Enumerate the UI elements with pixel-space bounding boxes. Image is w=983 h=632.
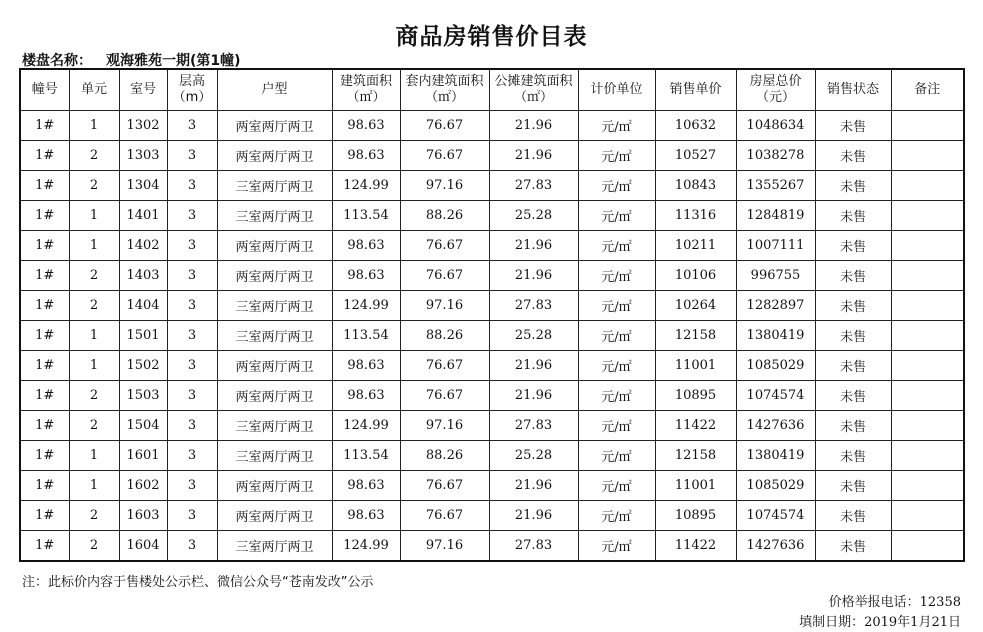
inner-area-cell: 97.16 (400, 291, 489, 321)
pricing-unit-cell: 元/㎡ (578, 201, 655, 231)
gross-area-cell: 124.99 (332, 291, 400, 321)
building-no-cell: 1# (20, 171, 69, 201)
total-price-cell: 1085029 (736, 351, 815, 381)
sale-status-cell: 未售 (815, 501, 891, 531)
layout-cell: 两室两厅两卫 (217, 501, 332, 531)
room-no-cell: 1603 (119, 501, 167, 531)
unit-price-cell: 12158 (655, 321, 736, 351)
column-header: 房屋总价（元） (736, 69, 815, 111)
pricing-unit-cell: 元/㎡ (578, 501, 655, 531)
room-no-cell: 1303 (119, 141, 167, 171)
pricing-unit-cell: 元/㎡ (578, 291, 655, 321)
inner-area-cell: 88.26 (400, 201, 489, 231)
unit-cell: 1 (69, 441, 119, 471)
column-header: 备注 (891, 69, 964, 111)
total-price-cell: 1355267 (736, 171, 815, 201)
floor-height-cell: 3 (167, 231, 217, 261)
room-no-cell: 1302 (119, 111, 167, 141)
layout-cell: 两室两厅两卫 (217, 261, 332, 291)
gross-area-cell: 124.99 (332, 531, 400, 562)
table-row (20, 111, 964, 141)
shared-area-cell: 21.96 (489, 351, 578, 381)
layout-cell: 两室两厅两卫 (217, 231, 332, 261)
room-no-cell: 1404 (119, 291, 167, 321)
table-row (20, 441, 964, 471)
table-header-row (20, 69, 964, 111)
shared-area-cell: 21.96 (489, 471, 578, 501)
pricing-unit-cell: 元/㎡ (578, 261, 655, 291)
price-hotline: 价格举报电话：12358 (828, 595, 961, 610)
shared-area-cell: 27.83 (489, 531, 578, 562)
unit-cell: 1 (69, 471, 119, 501)
unit-price-cell: 11422 (655, 411, 736, 441)
remarks-cell (891, 141, 964, 171)
room-no-cell: 1501 (119, 321, 167, 351)
room-no-cell: 1601 (119, 441, 167, 471)
pricing-unit-cell: 元/㎡ (578, 411, 655, 441)
floor-height-cell: 3 (167, 321, 217, 351)
sale-status-cell: 未售 (815, 351, 891, 381)
table-row (20, 381, 964, 411)
gross-area-cell: 98.63 (332, 261, 400, 291)
total-price-cell: 1427636 (736, 531, 815, 562)
building-no-cell: 1# (20, 351, 69, 381)
shared-area-cell: 21.96 (489, 111, 578, 141)
page-title: 商品房销售价目表 (395, 24, 588, 50)
inner-area-cell: 88.26 (400, 441, 489, 471)
inner-area-cell: 76.67 (400, 111, 489, 141)
inner-area-cell: 76.67 (400, 141, 489, 171)
unit-cell: 1 (69, 321, 119, 351)
gross-area-cell: 113.54 (332, 441, 400, 471)
sale-status-cell: 未售 (815, 231, 891, 261)
unit-price-cell: 12158 (655, 441, 736, 471)
inner-area-cell: 97.16 (400, 531, 489, 562)
unit-price-cell: 10843 (655, 171, 736, 201)
sale-status-cell: 未售 (815, 201, 891, 231)
table-row (20, 351, 964, 381)
layout-cell: 两室两厅两卫 (217, 471, 332, 501)
inner-area-cell: 97.16 (400, 171, 489, 201)
column-header: 建筑面积（㎡） (332, 69, 400, 111)
table-row (20, 411, 964, 441)
table-row (20, 261, 964, 291)
room-no-cell: 1304 (119, 171, 167, 201)
layout-cell: 三室两厅两卫 (217, 291, 332, 321)
table-row (20, 171, 964, 201)
room-no-cell: 1503 (119, 381, 167, 411)
pricing-unit-cell: 元/㎡ (578, 351, 655, 381)
layout-cell: 三室两厅两卫 (217, 321, 332, 351)
room-no-cell: 1402 (119, 231, 167, 261)
total-price-cell: 1427636 (736, 411, 815, 441)
table-body (20, 111, 964, 562)
floor-height-cell: 3 (167, 171, 217, 201)
column-header: 室号 (119, 69, 167, 111)
pricing-unit-cell: 元/㎡ (578, 321, 655, 351)
shared-area-cell: 25.28 (489, 441, 578, 471)
shared-area-cell: 21.96 (489, 141, 578, 171)
unit-cell: 1 (69, 231, 119, 261)
remarks-cell (891, 501, 964, 531)
floor-height-cell: 3 (167, 471, 217, 501)
sale-status-cell: 未售 (815, 531, 891, 562)
sale-status-cell: 未售 (815, 141, 891, 171)
unit-price-cell: 11001 (655, 471, 736, 501)
sale-status-cell: 未售 (815, 411, 891, 441)
remarks-cell (891, 471, 964, 501)
pricing-unit-cell: 元/㎡ (578, 231, 655, 261)
unit-price-cell: 11316 (655, 201, 736, 231)
pricing-unit-cell: 元/㎡ (578, 381, 655, 411)
unit-price-cell: 10264 (655, 291, 736, 321)
inner-area-cell: 76.67 (400, 501, 489, 531)
floor-height-cell: 3 (167, 261, 217, 291)
sale-status-cell: 未售 (815, 321, 891, 351)
unit-cell: 2 (69, 141, 119, 171)
room-no-cell: 1502 (119, 351, 167, 381)
unit-price-cell: 10211 (655, 231, 736, 261)
total-price-cell: 1007111 (736, 231, 815, 261)
gross-area-cell: 113.54 (332, 201, 400, 231)
floor-height-cell: 3 (167, 201, 217, 231)
table-row (20, 141, 964, 171)
gross-area-cell: 98.63 (332, 141, 400, 171)
gross-area-cell: 98.63 (332, 381, 400, 411)
remarks-cell (891, 381, 964, 411)
footnote: 注：此标价内容于售楼处公示栏、微信公众号“苍南发改”公示 (22, 575, 374, 590)
building-no-cell: 1# (20, 141, 69, 171)
column-header: 户型 (217, 69, 332, 111)
sale-status-cell: 未售 (815, 471, 891, 501)
layout-cell: 两室两厅两卫 (217, 351, 332, 381)
price-table (19, 68, 965, 562)
table-row (20, 321, 964, 351)
floor-height-cell: 3 (167, 351, 217, 381)
floor-height-cell: 3 (167, 531, 217, 562)
gross-area-cell: 98.63 (332, 231, 400, 261)
fill-date: 填制日期：2019年1月21日 (799, 615, 961, 630)
layout-cell: 三室两厅两卫 (217, 171, 332, 201)
room-no-cell: 1401 (119, 201, 167, 231)
inner-area-cell: 97.16 (400, 411, 489, 441)
project-name-value: 观海雅苑一期(第1幢) (106, 53, 241, 69)
shared-area-cell: 27.83 (489, 291, 578, 321)
floor-height-cell: 3 (167, 381, 217, 411)
unit-price-cell: 11001 (655, 351, 736, 381)
unit-price-cell: 10895 (655, 381, 736, 411)
building-no-cell: 1# (20, 531, 69, 562)
sale-status-cell: 未售 (815, 381, 891, 411)
remarks-cell (891, 531, 964, 562)
sale-status-cell: 未售 (815, 441, 891, 471)
remarks-cell (891, 321, 964, 351)
remarks-cell (891, 111, 964, 141)
unit-price-cell: 11422 (655, 531, 736, 562)
unit-price-cell: 10527 (655, 141, 736, 171)
unit-cell: 1 (69, 351, 119, 381)
room-no-cell: 1403 (119, 261, 167, 291)
layout-cell: 三室两厅两卫 (217, 531, 332, 562)
gross-area-cell: 124.99 (332, 411, 400, 441)
shared-area-cell: 27.83 (489, 411, 578, 441)
unit-cell: 2 (69, 291, 119, 321)
table-row (20, 531, 964, 562)
sale-status-cell: 未售 (815, 261, 891, 291)
unit-cell: 2 (69, 261, 119, 291)
total-price-cell: 1380419 (736, 321, 815, 351)
remarks-cell (891, 441, 964, 471)
remarks-cell (891, 261, 964, 291)
table-row (20, 501, 964, 531)
layout-cell: 三室两厅两卫 (217, 411, 332, 441)
room-no-cell: 1604 (119, 531, 167, 562)
floor-height-cell: 3 (167, 411, 217, 441)
sale-status-cell: 未售 (815, 171, 891, 201)
sale-status-cell: 未售 (815, 291, 891, 321)
shared-area-cell: 21.96 (489, 231, 578, 261)
unit-price-cell: 10106 (655, 261, 736, 291)
project-name-line (22, 50, 241, 70)
column-header: 销售状态 (815, 69, 891, 111)
layout-cell: 两室两厅两卫 (217, 381, 332, 411)
building-no-cell: 1# (20, 231, 69, 261)
layout-cell: 三室两厅两卫 (217, 201, 332, 231)
project-name-label: 楼盘名称： (22, 53, 92, 69)
total-price-cell: 1074574 (736, 381, 815, 411)
table-row (20, 201, 964, 231)
pricing-unit-cell: 元/㎡ (578, 441, 655, 471)
building-no-cell: 1# (20, 321, 69, 351)
layout-cell: 两室两厅两卫 (217, 111, 332, 141)
total-price-cell: 1380419 (736, 441, 815, 471)
inner-area-cell: 88.26 (400, 321, 489, 351)
remarks-cell (891, 351, 964, 381)
total-price-cell: 996755 (736, 261, 815, 291)
pricing-unit-cell: 元/㎡ (578, 141, 655, 171)
building-no-cell: 1# (20, 201, 69, 231)
column-header: 计价单位 (578, 69, 655, 111)
remarks-cell (891, 201, 964, 231)
unit-price-cell: 10632 (655, 111, 736, 141)
shared-area-cell: 25.28 (489, 321, 578, 351)
pricing-unit-cell: 元/㎡ (578, 531, 655, 562)
remarks-cell (891, 231, 964, 261)
shared-area-cell: 27.83 (489, 171, 578, 201)
gross-area-cell: 98.63 (332, 111, 400, 141)
total-price-cell: 1038278 (736, 141, 815, 171)
gross-area-cell: 98.63 (332, 471, 400, 501)
inner-area-cell: 76.67 (400, 231, 489, 261)
unit-price-cell: 10895 (655, 501, 736, 531)
building-no-cell: 1# (20, 501, 69, 531)
shared-area-cell: 21.96 (489, 381, 578, 411)
inner-area-cell: 76.67 (400, 261, 489, 291)
total-price-cell: 1282897 (736, 291, 815, 321)
pricing-unit-cell: 元/㎡ (578, 111, 655, 141)
sale-status-cell: 未售 (815, 111, 891, 141)
table-row (20, 231, 964, 261)
unit-cell: 1 (69, 201, 119, 231)
building-no-cell: 1# (20, 471, 69, 501)
building-no-cell: 1# (20, 291, 69, 321)
building-no-cell: 1# (20, 411, 69, 441)
total-price-cell: 1284819 (736, 201, 815, 231)
total-price-cell: 1085029 (736, 471, 815, 501)
column-header: 单元 (69, 69, 119, 111)
total-price-cell: 1074574 (736, 501, 815, 531)
layout-cell: 两室两厅两卫 (217, 141, 332, 171)
floor-height-cell: 3 (167, 291, 217, 321)
building-no-cell: 1# (20, 381, 69, 411)
column-header: 套内建筑面积（㎡） (400, 69, 489, 111)
unit-cell: 2 (69, 381, 119, 411)
column-header: 公摊建筑面积（㎡） (489, 69, 578, 111)
shared-area-cell: 21.96 (489, 501, 578, 531)
unit-cell: 2 (69, 171, 119, 201)
floor-height-cell: 3 (167, 141, 217, 171)
inner-area-cell: 76.67 (400, 351, 489, 381)
building-no-cell: 1# (20, 441, 69, 471)
column-header: 幢号 (20, 69, 69, 111)
column-header: 层高（m） (167, 69, 217, 111)
room-no-cell: 1504 (119, 411, 167, 441)
gross-area-cell: 98.63 (332, 501, 400, 531)
floor-height-cell: 3 (167, 111, 217, 141)
total-price-cell: 1048634 (736, 111, 815, 141)
unit-cell: 1 (69, 111, 119, 141)
gross-area-cell: 113.54 (332, 321, 400, 351)
inner-area-cell: 76.67 (400, 471, 489, 501)
unit-cell: 2 (69, 411, 119, 441)
building-no-cell: 1# (20, 261, 69, 291)
gross-area-cell: 124.99 (332, 171, 400, 201)
gross-area-cell: 98.63 (332, 351, 400, 381)
column-header: 销售单价 (655, 69, 736, 111)
remarks-cell (891, 411, 964, 441)
table-row (20, 471, 964, 501)
remarks-cell (891, 291, 964, 321)
floor-height-cell: 3 (167, 501, 217, 531)
shared-area-cell: 25.28 (489, 201, 578, 231)
remarks-cell (891, 171, 964, 201)
pricing-unit-cell: 元/㎡ (578, 471, 655, 501)
unit-cell: 2 (69, 501, 119, 531)
layout-cell: 三室两厅两卫 (217, 441, 332, 471)
inner-area-cell: 76.67 (400, 381, 489, 411)
floor-height-cell: 3 (167, 441, 217, 471)
room-no-cell: 1602 (119, 471, 167, 501)
shared-area-cell: 21.96 (489, 261, 578, 291)
pricing-unit-cell: 元/㎡ (578, 171, 655, 201)
unit-cell: 2 (69, 531, 119, 562)
table-row (20, 291, 964, 321)
building-no-cell: 1# (20, 111, 69, 141)
